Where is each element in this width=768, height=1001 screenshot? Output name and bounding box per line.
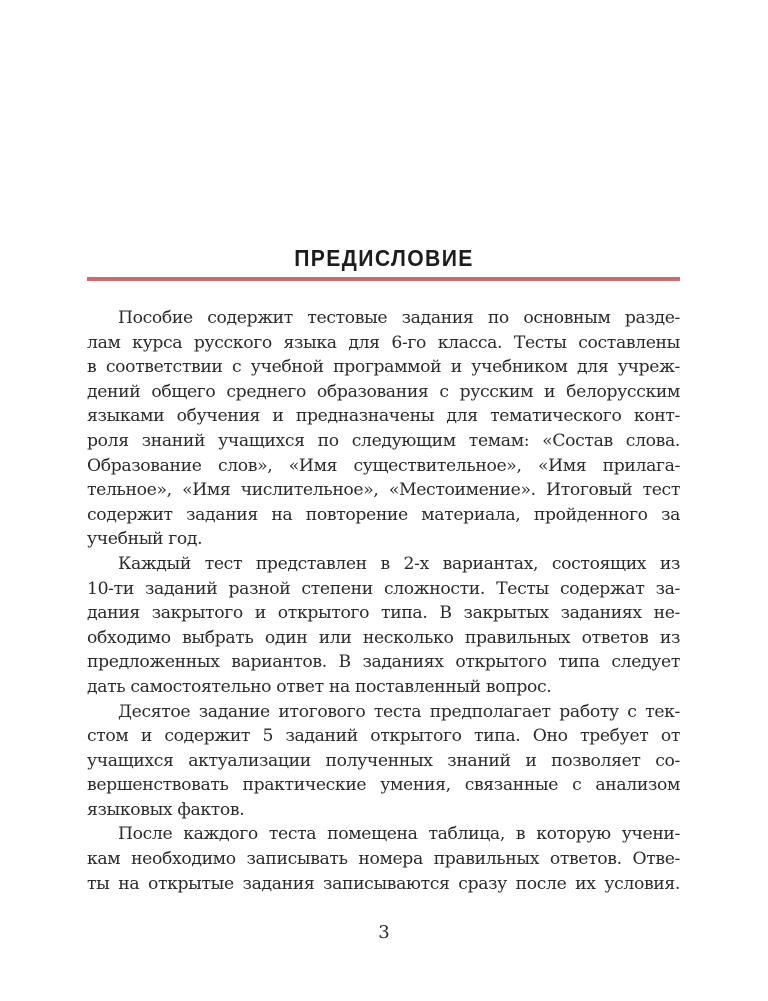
- text-line: ты на открытые задания записываются сразу после их условия.: [87, 873, 680, 894]
- text-line: тельное», «Имя числительное», «Местоимение». Итоговый тест: [87, 480, 680, 501]
- text-line: дений общего среднего образования с русским и белорусским: [87, 381, 680, 402]
- text-line: языками обучения и предназначены для тематического конт-: [87, 406, 680, 427]
- paragraph-3: [87, 700, 680, 823]
- text-line: обходимо выбрать один или несколько правильных ответов из: [87, 627, 680, 648]
- paragraph-1: [87, 306, 680, 552]
- text-line: Образование слов», «Имя существительное», «Имя прилага-: [87, 455, 680, 476]
- text-line: в соответствии с учебной программой и учебником для учреж-: [87, 357, 680, 378]
- text-line: учебный год.: [87, 529, 203, 550]
- text-line: роля знаний учащихся по следующим темам: «Состав слова.: [87, 430, 680, 451]
- text-line: языковых фактов.: [87, 799, 245, 820]
- text-line: лам курса русского языка для 6-го класса. Тесты составлены: [87, 332, 680, 353]
- preface-body: [87, 306, 680, 896]
- text-line: содержит задания на повторение материала, пройденного за: [87, 504, 680, 525]
- page-heading: ПРЕДИСЛОВИЕ: [294, 245, 474, 271]
- text-line: предложенных вариантов. В заданиях открытого типа следует: [87, 652, 680, 673]
- text-line: дать самостоятельно ответ на поставленный вопрос.: [87, 676, 552, 697]
- text-line: вершенствовать практические умения, связанные с анализом: [87, 775, 680, 796]
- text-line: кам необходимо записывать номера правильных ответов. Отве-: [87, 849, 680, 870]
- text-line: 10-ти заданий разной степени сложности. Тесты содержат за-: [87, 578, 680, 599]
- page-number: 3: [378, 922, 390, 943]
- text-line: Десятое задание итогового теста предполагает работу с тек-: [118, 701, 680, 722]
- text-line: стом и содержит 5 заданий открытого типа. Оно требует от: [87, 726, 680, 747]
- text-line: дания закрытого и открытого типа. В закрытых заданиях не-: [87, 603, 680, 624]
- heading-underline-rule: [87, 277, 680, 281]
- paragraph-4: [87, 822, 680, 896]
- text-line: Пособие содержит тестовые задания по основным разде-: [118, 308, 680, 328]
- text-line: Каждый тест представлен в 2-х вариантах, состоящих из: [118, 553, 680, 574]
- text-line: После каждого теста помещена таблица, в которую учени-: [118, 824, 680, 845]
- text-line: учащихся актуализации полученных знаний и позволяет со-: [87, 750, 680, 771]
- paragraph-2: [87, 552, 680, 700]
